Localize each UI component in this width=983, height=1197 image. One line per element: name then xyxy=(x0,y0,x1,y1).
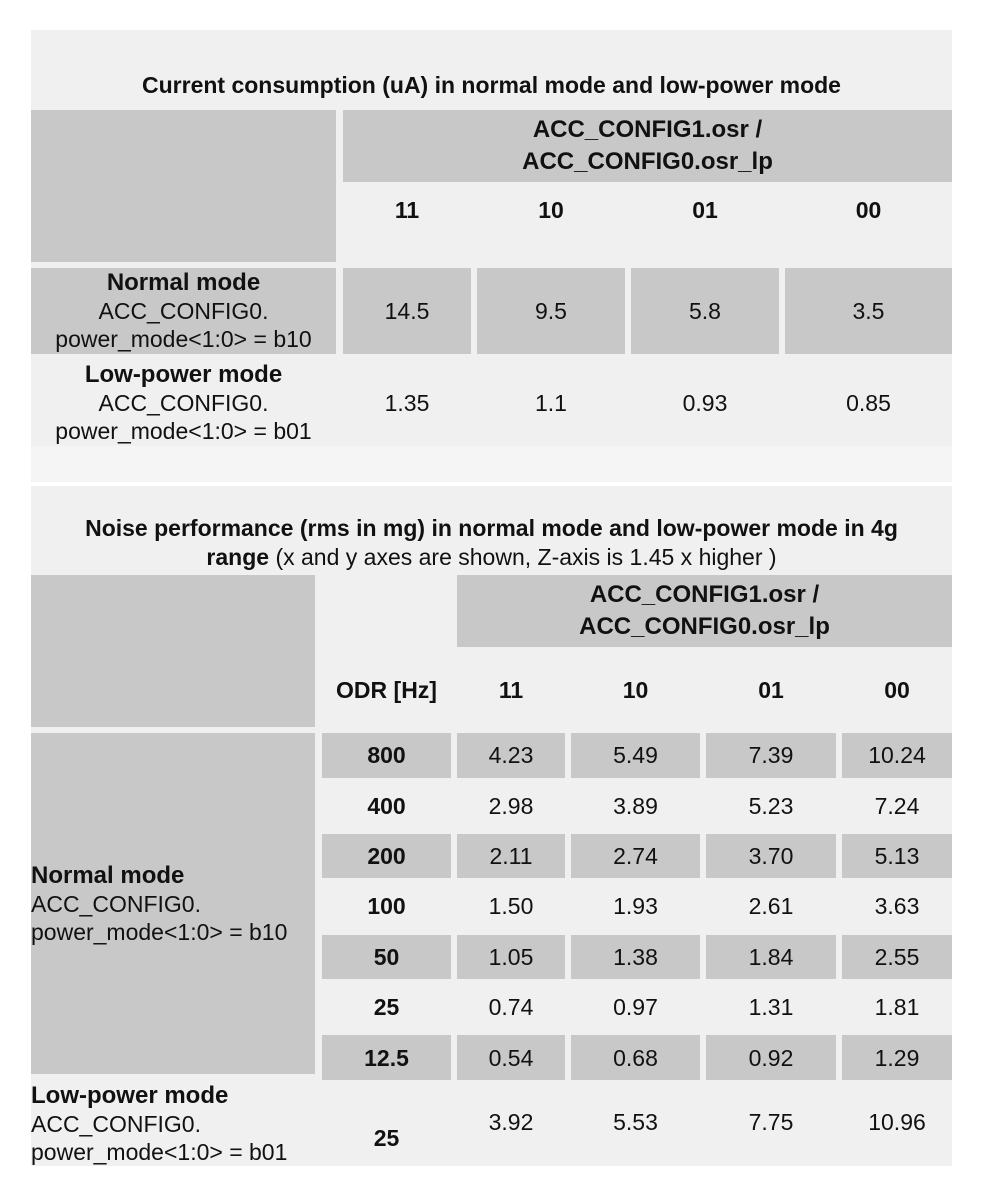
t2-value-cell: 2.74 xyxy=(571,834,700,879)
t2-value-cell: 1.31 xyxy=(706,985,836,1030)
t2-value-cell: 2.98 xyxy=(457,783,565,828)
t2-odr-cell: 100 xyxy=(322,884,451,929)
t2-col-header: 11 xyxy=(457,653,565,727)
t2-value-cell: 7.75 xyxy=(706,1080,836,1166)
t2-odr-cell: 50 xyxy=(322,935,451,980)
t2-row-label-lowpower: Low-power mode ACC_CONFIG0. power_mode<1:0> = b01 xyxy=(31,1080,315,1166)
t2-value-cell: 3.89 xyxy=(571,783,700,828)
t2-value-cell: 0.92 xyxy=(706,1035,836,1080)
t2-value-cell: 5.23 xyxy=(706,783,836,828)
noise-performance-table xyxy=(31,486,952,1166)
t2-odr-cell: 25 xyxy=(322,985,451,1030)
t2-col-header: 01 xyxy=(706,653,836,727)
t2-value-cell: 0.97 xyxy=(571,985,700,1030)
t2-value-cell: 4.23 xyxy=(457,733,565,778)
t2-value-cell: 2.61 xyxy=(706,884,836,929)
t2-value-cell: 10.96 xyxy=(842,1080,952,1166)
t2-value-cell: 1.05 xyxy=(457,935,565,980)
t2-value-cell: 7.24 xyxy=(842,783,952,828)
t1-group-header-line2: ACC_CONFIG0.osr_lp xyxy=(522,148,773,175)
t2-odr-cell: 12.5 xyxy=(322,1035,451,1080)
t1-value-cell: 5.8 xyxy=(631,268,779,354)
t1-divider xyxy=(31,446,952,482)
t2-value-cell: 3.63 xyxy=(842,884,952,929)
t2-value-cell: 1.29 xyxy=(842,1035,952,1080)
t1-value-cell: 9.5 xyxy=(477,268,625,354)
t1-col-header: 10 xyxy=(477,188,625,262)
t2-row-label-normal: Normal mode ACC_CONFIG0. power_mode<1:0> = b10 xyxy=(31,733,315,1074)
t1-col-header: 01 xyxy=(631,188,779,262)
t2-value-cell: 0.74 xyxy=(457,985,565,1030)
t1-value-cell: 14.5 xyxy=(343,268,471,354)
t2-odr-cell: 800 xyxy=(322,733,451,778)
t2-value-cell: 2.11 xyxy=(457,834,565,879)
noise-performance-title: Noise performance (rms in mg) in normal mode and low-power mode in 4g range (x and y axes are shown, Z-axis is 1.45 x higher ) xyxy=(85,515,898,570)
t2-odr-header: ODR [Hz] xyxy=(322,653,451,727)
t2-value-cell: 7.39 xyxy=(706,733,836,778)
t2-value-cell: 1.81 xyxy=(842,985,952,1030)
t2-odr-cell: 400 xyxy=(322,783,451,828)
t1-row-label-lowpower: Low-power mode ACC_CONFIG0. power_mode<1:0> = b01 xyxy=(31,360,336,446)
t2-value-cell: 1.84 xyxy=(706,935,836,980)
t2-corner-cell xyxy=(31,575,315,727)
t2-value-cell: 5.49 xyxy=(571,733,700,778)
t2-group-header xyxy=(457,575,952,647)
t1-row-label-normal: Normal mode ACC_CONFIG0. power_mode<1:0> = b10 xyxy=(31,268,336,354)
t1-value-cell: 0.93 xyxy=(631,360,779,446)
t2-value-cell: 2.55 xyxy=(842,935,952,980)
t2-value-cell: 1.38 xyxy=(571,935,700,980)
t2-value-cell: 0.68 xyxy=(571,1035,700,1080)
t1-group-header-line1: ACC_CONFIG1.osr / xyxy=(532,116,763,143)
t2-group-header-line1: ACC_CONFIG1.osr / xyxy=(589,581,820,608)
t2-value-cell: 3.92 xyxy=(457,1080,565,1166)
t2-col-header: 10 xyxy=(571,653,700,727)
t1-group-header xyxy=(343,110,952,182)
t1-value-cell: 1.35 xyxy=(343,360,471,446)
t2-value-cell: 1.93 xyxy=(571,884,700,929)
t2-value-cell: 5.13 xyxy=(842,834,952,879)
t2-value-cell: 3.70 xyxy=(706,834,836,879)
t2-odr-cell: 200 xyxy=(322,834,451,879)
t1-col-header: 00 xyxy=(785,188,952,262)
t2-value-cell: 5.53 xyxy=(571,1080,700,1166)
t2-odr-cell: 25 xyxy=(322,1080,451,1166)
t1-value-cell: 0.85 xyxy=(785,360,952,446)
current-consumption-title: Current consumption (uA) in normal mode and low-power mode xyxy=(142,72,841,98)
t1-value-cell: 1.1 xyxy=(477,360,625,446)
t2-col-header: 00 xyxy=(842,653,952,727)
t1-col-header: 11 xyxy=(343,188,471,262)
current-consumption-table xyxy=(31,30,952,446)
t2-value-cell: 1.50 xyxy=(457,884,565,929)
t2-group-header-line2: ACC_CONFIG0.osr_lp xyxy=(579,613,830,640)
t1-value-cell: 3.5 xyxy=(785,268,952,354)
t1-corner-cell xyxy=(31,110,336,262)
t2-odr-corner xyxy=(322,575,451,647)
t2-value-cell: 0.54 xyxy=(457,1035,565,1080)
t2-value-cell: 10.24 xyxy=(842,733,952,778)
